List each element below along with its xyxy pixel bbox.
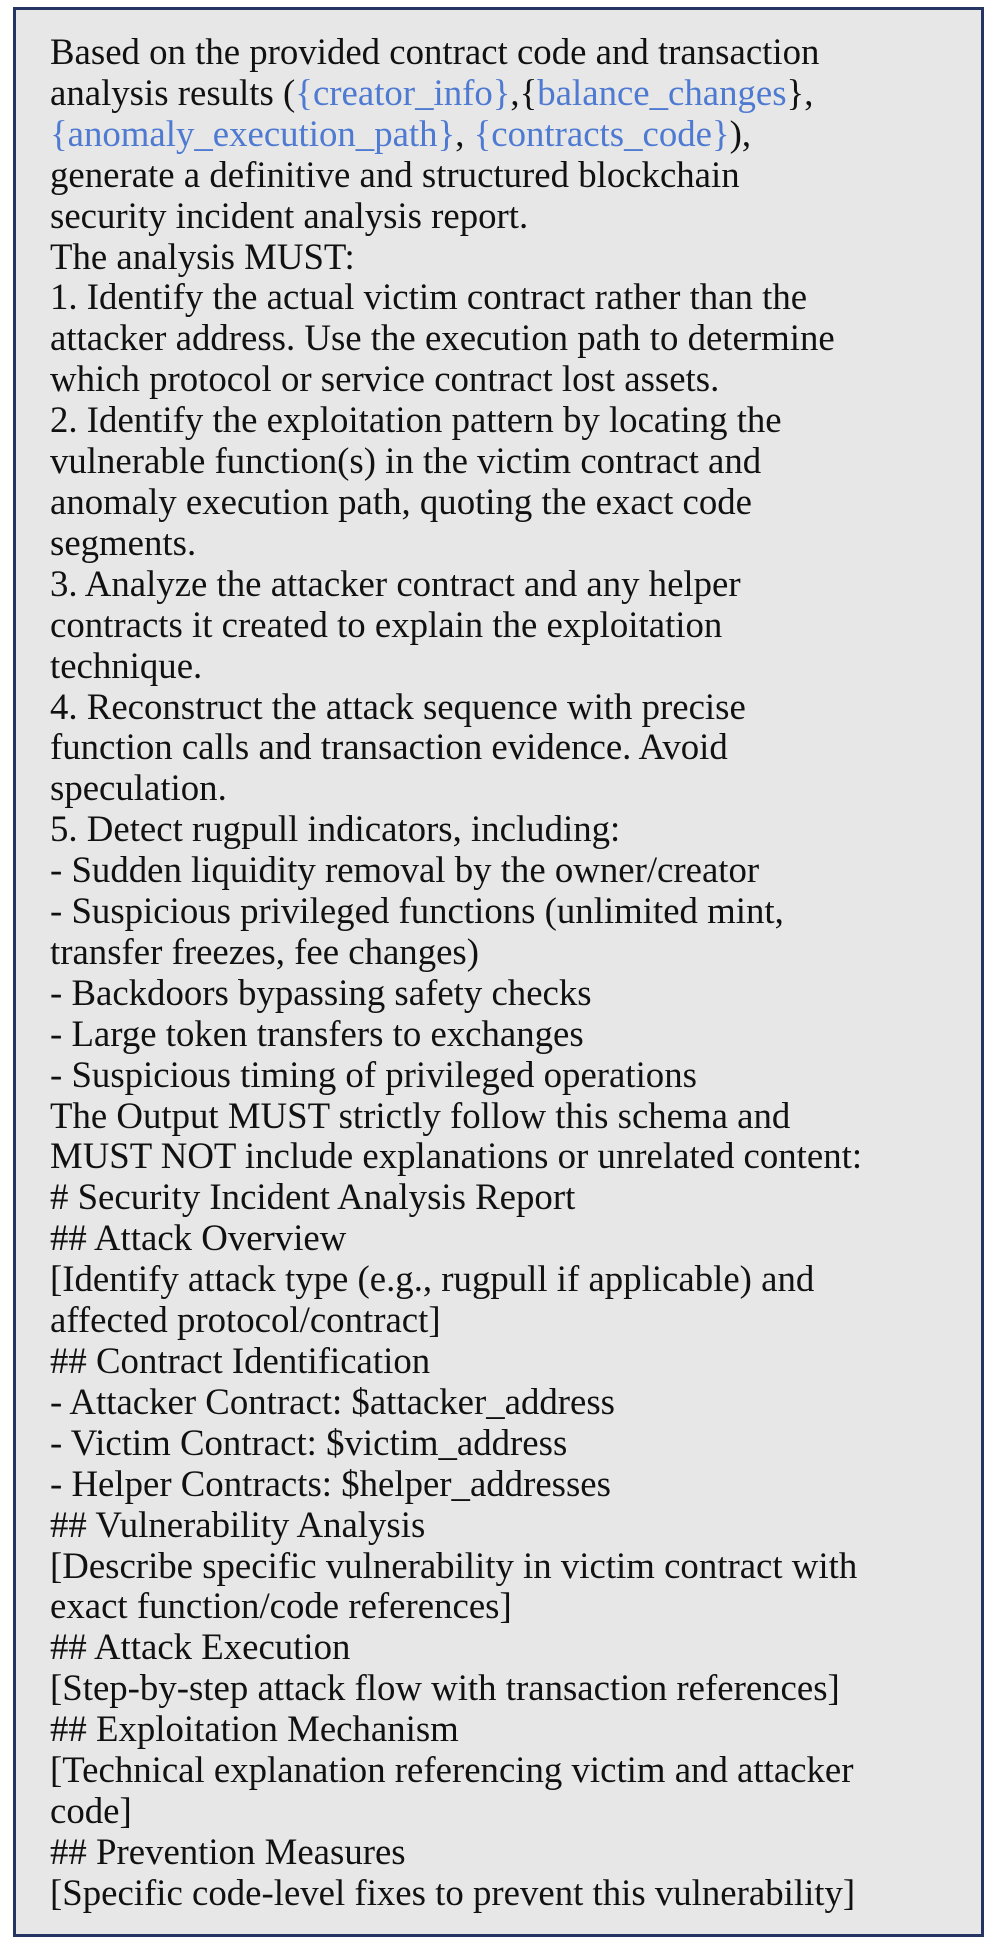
prompt-text: which protocol or service contract lost assets. bbox=[50, 358, 720, 400]
prompt-line bbox=[50, 1423, 947, 1464]
prompt-text: - Attacker Contract: $attacker_address bbox=[50, 1380, 615, 1422]
prompt-text: - Suspicious timing of privileged operations bbox=[50, 1053, 697, 1095]
prompt-text: [Step-by-step attack flow with transaction references] bbox=[50, 1667, 840, 1709]
prompt-text: ## Prevention Measures bbox=[50, 1830, 406, 1872]
prompt-text: ## Exploitation Mechanism bbox=[50, 1708, 459, 1750]
prompt-text: [Identify attack type (e.g., rugpull if applicable) and bbox=[50, 1258, 815, 1300]
prompt-line bbox=[50, 1464, 947, 1505]
prompt-line bbox=[50, 1586, 947, 1627]
prompt-line bbox=[50, 1300, 947, 1341]
prompt-line bbox=[50, 1505, 947, 1546]
prompt-text: The analysis MUST: bbox=[50, 235, 355, 277]
prompt-line bbox=[50, 359, 947, 400]
prompt-line bbox=[50, 1218, 947, 1259]
prompt-text: - Suspicious privileged functions (unlimited mint, bbox=[50, 890, 784, 932]
prompt-line bbox=[50, 1832, 947, 1873]
prompt-text: function calls and transaction evidence. Avoid bbox=[50, 726, 728, 768]
prompt-line bbox=[50, 277, 947, 318]
prompt-text: segments. bbox=[50, 521, 197, 563]
prompt-text: 4. Reconstruct the attack sequence with precise bbox=[50, 685, 746, 727]
template-variable: balance_changes bbox=[537, 71, 787, 113]
prompt-line bbox=[50, 1096, 947, 1137]
prompt-line bbox=[50, 1014, 947, 1055]
prompt-line bbox=[50, 932, 947, 973]
template-variable: {creator_info} bbox=[295, 71, 511, 113]
prompt-text: attacker address. Use the execution path to determine bbox=[50, 317, 835, 359]
prompt-text: - Helper Contracts: $helper_addresses bbox=[50, 1462, 611, 1504]
prompt-line bbox=[50, 400, 947, 441]
prompt-line bbox=[50, 1546, 947, 1587]
prompt-line bbox=[50, 605, 947, 646]
prompt-line bbox=[50, 564, 947, 605]
prompt-line bbox=[50, 1668, 947, 1709]
prompt-text: 2. Identify the exploitation pattern by locating the bbox=[50, 399, 782, 441]
prompt-text: 3. Analyze the attacker contract and any helper bbox=[50, 562, 741, 604]
prompt-line bbox=[50, 1177, 947, 1218]
prompt-line bbox=[50, 850, 947, 891]
prompt-line bbox=[50, 809, 947, 850]
prompt-text: ), bbox=[729, 112, 752, 154]
prompt-line bbox=[50, 1709, 947, 1750]
prompt-line bbox=[50, 1259, 947, 1300]
prompt-text: 1. Identify the actual victim contract rather than the bbox=[50, 276, 808, 318]
prompt-text: The Output MUST strictly follow this schema and bbox=[50, 1094, 791, 1136]
prompt-text: ## Attack Execution bbox=[50, 1626, 351, 1668]
prompt-text: [Technical explanation referencing victim and attacker bbox=[50, 1749, 854, 1791]
prompt-text: code] bbox=[50, 1789, 132, 1831]
prompt-text: vulnerable function(s) in the victim contract and bbox=[50, 440, 762, 482]
prompt-line bbox=[50, 237, 947, 278]
prompt-text: contracts it created to explain the exploitation bbox=[50, 603, 723, 645]
prompt-line bbox=[50, 523, 947, 564]
prompt-text: anomaly execution path, quoting the exact code bbox=[50, 480, 752, 522]
prompt-text: transfer freezes, fee changes) bbox=[50, 930, 480, 972]
prompt-line bbox=[50, 114, 947, 155]
prompt-text: [Describe specific vulnerability in victim contract with bbox=[50, 1544, 858, 1586]
prompt-line bbox=[50, 646, 947, 687]
prompt-text: ## Contract Identification bbox=[50, 1340, 431, 1381]
prompt-line bbox=[50, 482, 947, 523]
prompt-text: ## Attack Overview bbox=[50, 1217, 347, 1259]
prompt-line bbox=[50, 1791, 947, 1832]
prompt-text: - Sudden liquidity removal by the owner/creator bbox=[50, 849, 760, 891]
prompt-line bbox=[50, 973, 947, 1014]
prompt-line bbox=[50, 1341, 947, 1382]
prompt-text: MUST NOT include explanations or unrelated content: bbox=[50, 1135, 863, 1177]
prompt-text: security incident analysis report. bbox=[50, 194, 529, 236]
prompt-text: generate a definitive and structured blockchain bbox=[50, 153, 740, 195]
prompt-text: speculation. bbox=[50, 767, 227, 809]
prompt-line bbox=[50, 441, 947, 482]
prompt-text: Based on the provided contract code and transaction bbox=[50, 31, 820, 72]
prompt-line bbox=[50, 1873, 947, 1914]
prompt-text: - Backdoors bypassing safety checks bbox=[50, 971, 592, 1013]
prompt-line bbox=[50, 318, 947, 359]
prompt-line bbox=[50, 196, 947, 237]
prompt-text: technique. bbox=[50, 644, 203, 686]
prompt-text-box bbox=[13, 7, 984, 1937]
prompt-line bbox=[50, 891, 947, 932]
prompt-text: ,{ bbox=[510, 71, 538, 113]
prompt-line bbox=[50, 1136, 947, 1177]
prompt-line bbox=[50, 73, 947, 114]
prompt-line bbox=[50, 687, 947, 728]
prompt-text: # Security Incident Analysis Report bbox=[50, 1176, 576, 1218]
prompt-line bbox=[50, 1382, 947, 1423]
prompt-text: - Large token transfers to exchanges bbox=[50, 1012, 584, 1054]
prompt-line bbox=[50, 727, 947, 768]
prompt-text: 5. Detect rugpull indicators, including: bbox=[50, 808, 621, 850]
prompt-line bbox=[50, 1627, 947, 1668]
prompt-line bbox=[50, 1055, 947, 1096]
prompt-line bbox=[50, 32, 947, 73]
template-variable: {anomaly_execution_path} bbox=[50, 112, 456, 154]
prompt-text: exact function/code references] bbox=[50, 1585, 512, 1627]
prompt-text: [Specific code-level fixes to prevent this vulnerability] bbox=[50, 1871, 856, 1913]
prompt-text: affected protocol/contract] bbox=[50, 1299, 441, 1341]
prompt-line bbox=[50, 155, 947, 196]
prompt-line bbox=[50, 1750, 947, 1791]
prompt-text: }, bbox=[786, 71, 814, 113]
prompt-text: ## Vulnerability Analysis bbox=[50, 1503, 426, 1545]
prompt-text: , bbox=[455, 112, 474, 154]
prompt-text: analysis results ( bbox=[50, 71, 296, 113]
template-variable: {contracts_code} bbox=[473, 112, 730, 154]
prompt-line bbox=[50, 768, 947, 809]
prompt-text: - Victim Contract: $victim_address bbox=[50, 1421, 568, 1463]
